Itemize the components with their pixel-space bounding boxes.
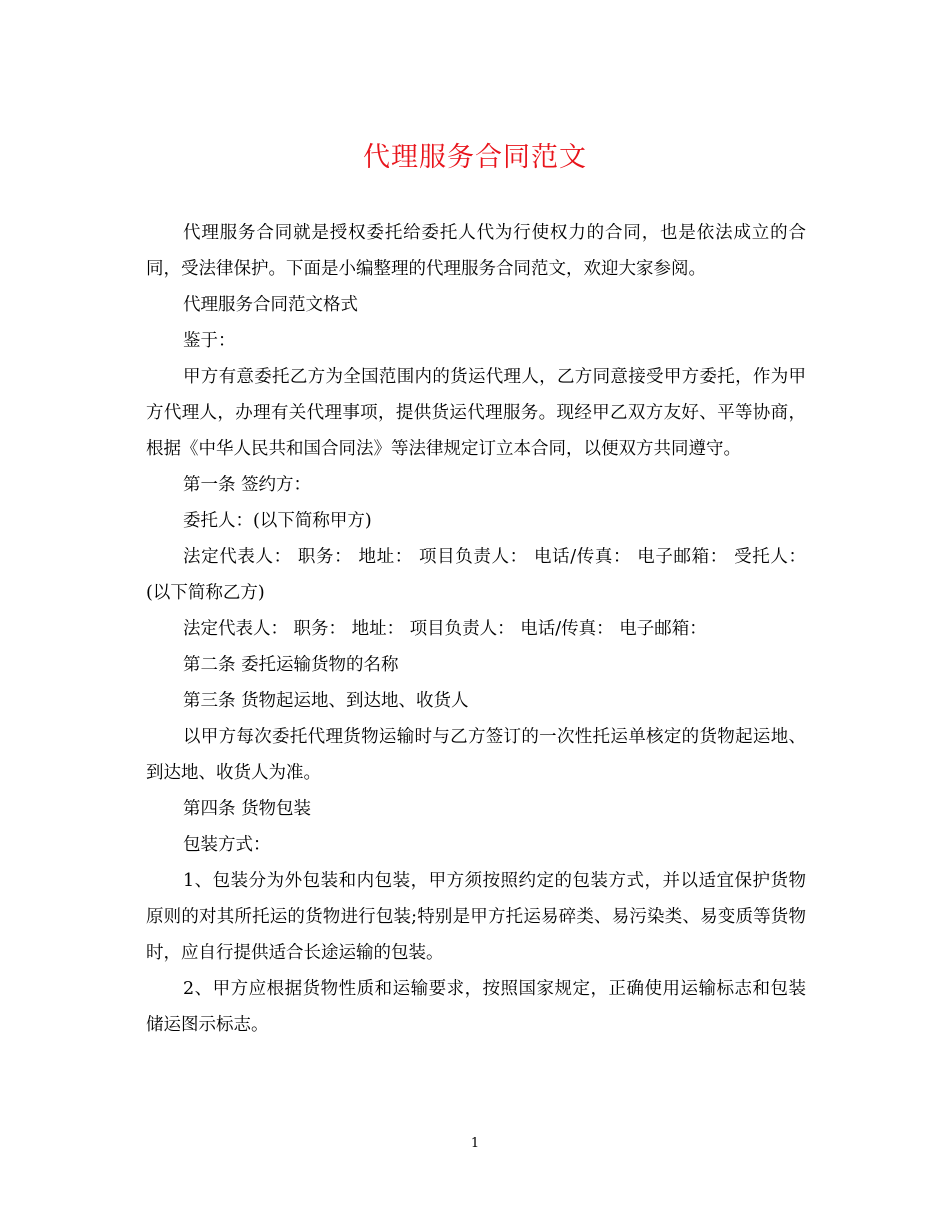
paragraph-packaging-method: 包装方式： (183, 835, 271, 855)
paragraph-format-heading: 代理服务合同范文格式 (183, 295, 358, 315)
paragraph-purpose: 甲方有意委托乙方为全国范围内的货运代理人，乙方同意接受甲方委托，作为甲方代理人，办理有关代理事项，提供货运代理服务。现经甲乙双方友好、平等协商，根据《中华人民共和国合同法》等法律规定订立本合同，以便双方共同遵守。 (146, 367, 806, 459)
paragraph-intro: 代理服务合同就是授权委托给委托人代为行使权力的合同，也是依法成立的合同，受法律保护。下面是小编整理的代理服务合同范文，欢迎大家参阅。 (146, 223, 806, 279)
document-title: 代理服务合同范文 (363, 142, 587, 173)
document-body (146, 215, 806, 1043)
article-2-heading: 第二条 委托运输货物的名称 (183, 655, 399, 675)
paragraph-client: 委托人：(以下简称甲方) (183, 511, 372, 531)
paragraph-packaging-item-1: 1、包装分为外包装和内包装，甲方须按照约定的包装方式，并以适宜保护货物原则的对其所托运的货物进行包装;特别是甲方托运易碎类、易污染类、易变质等货物时，应自行提供适合长途运输的包装。 (146, 871, 806, 963)
article-3-heading: 第三条 货物起运地、到达地、收货人 (183, 691, 469, 711)
article-4-heading: 第四条 货物包装 (183, 799, 312, 819)
paragraph-packaging-item-2: 2、甲方应根据货物性质和运输要求，按照国家规定，正确使用运输标志和包装储运图示标志。 (146, 979, 806, 1035)
paragraph-agent-details: 法定代表人： 职务： 地址： 项目负责人： 电话/传真： 电子邮箱： (183, 619, 707, 639)
page-number: 1 (470, 1136, 480, 1151)
paragraph-whereas: 鉴于： (183, 331, 236, 351)
article-1-heading: 第一条 签约方： (183, 475, 312, 495)
paragraph-article-3: 以甲方每次委托代理货物运输时与乙方签订的一次性托运单核定的货物起运地、到达地、收货人为准。 (146, 727, 806, 783)
paragraph-client-details: 法定代表人： 职务： 地址： 项目负责人： 电话/传真： 电子邮箱： 受托人：(以下简称乙方) (146, 547, 806, 603)
